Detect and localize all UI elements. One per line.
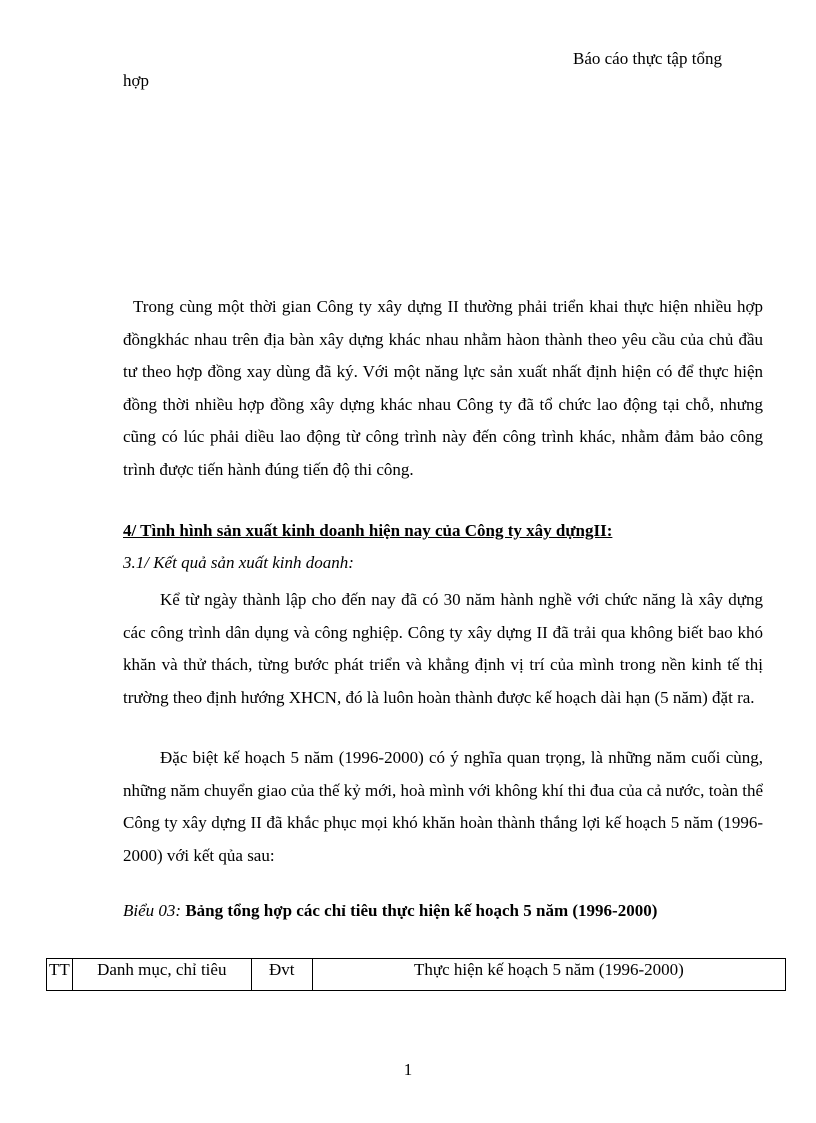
header-title: Báo cáo thực tập tổng [573,49,722,68]
header-cell-tt: TT [47,959,73,991]
header-cell-category: Danh mục, chỉ tiêu [72,959,251,991]
caption-label: Biểu 03: [123,901,182,920]
caption-title: Bảng tổng hợp các chỉ tiêu thực hiện kế hoạch 5 năm (1996-2000) [185,901,658,920]
header-title-continuation: hợp [123,71,149,90]
header-cell-plan-result: Thực hiện kế hoạch 5 năm (1996-2000) [312,959,785,991]
section-heading: 4/ Tình hình sản xuất kinh doanh hiện nay của Công ty xây dựngII: [123,521,613,540]
header-cell-unit: Đvt [251,959,312,991]
page-number: 1 [403,1060,413,1079]
paragraph-company-history: Kể từ ngày thành lập cho đến nay đã có 30 năm hành nghề với chức năng là xây dựng các công trình dân dụng và công nghiệp. Công ty xây dựng II đã trải qua không biết bao khó khăn và thử thách, từng bước phát triển và khẳng định vị trí của mình trong nền kinh tế thị trường theo định hướng XHCN, đó là luôn hoàn thành được kế hoạch dài hạn (5 năm) đặt ra. [123,590,763,707]
subsection-heading: 3.1/ Kết quả sản xuất kinh doanh: [123,553,354,572]
paragraph-five-year-plan: Đặc biệt kế hoạch 5 năm (1996-2000) có ý nghĩa quan trọng, là những năm cuối cùng, những năm chuyển giao của thế kỷ mới, hoà mình với không khí thi đua của cả nước, toàn thể Công ty xây dựng II đã khắc phục mọi khó khăn hoàn thành thắng lợi kế hoạch 5 năm (1996-2000) với kết qủa sau: [123,748,763,865]
table-caption [123,901,657,921]
plan-table [46,958,786,991]
paragraph-work-organization: Trong cùng một thời gian Công ty xây dựng II thường phải triển khai thực hiện nhiều hợp đồngkhác nhau trên địa bàn xây dựng khác nhau nhằm hàon thành theo yêu cầu của chủ đầu tư theo hợp đồng xay dùng đã ký. Với một năng lực sản xuất nhất định hiện có để thực hiện đồng thời nhiều hợp đồng xây dựng khác nhau Công ty đã tổ chức lao động tại chỗ, nhưng cũng có lúc phải diều lao động từ công trình này đến công trình khác, nhằm đảm bảo công trình được tiến hành đúng tiến độ thi công. [123,297,763,479]
table-header-row [47,959,786,991]
